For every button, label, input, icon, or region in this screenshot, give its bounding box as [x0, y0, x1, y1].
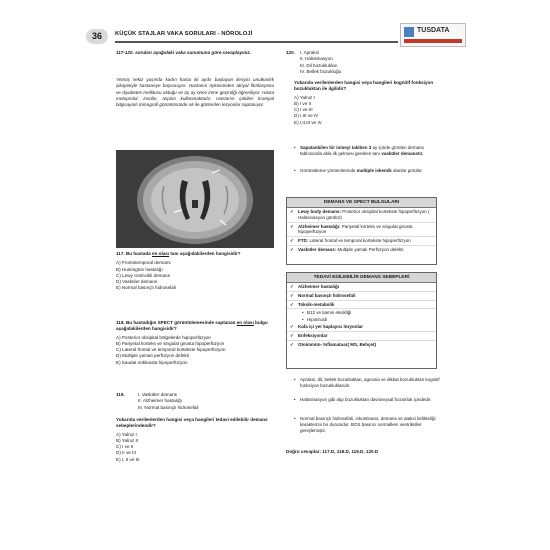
q118-option[interactable]: D) Multiple yamalı perfüzyon defekti [116, 353, 190, 359]
intro-label: 117-120. [116, 50, 134, 55]
note-item: • Görüntüleme yöntemlerinde multiple iskemik alanlar görülür. [294, 168, 423, 173]
note-item: • Apraksi, dil, bellek bozukluktan, agnosia ve dikkat bozukluktan kognitif fonksiyon bozukluklarıdır. [294, 377, 440, 388]
q118-option[interactable]: E) Kaudat nükleusta hipoperfüzyon [116, 359, 188, 365]
box-item: ✓ Normal basınçlı hidrosefali [287, 292, 436, 301]
bullet-icon: • [302, 310, 304, 316]
check-icon: ✓ [290, 301, 294, 307]
q120-item: III. Dil bozuklukları [300, 62, 338, 68]
q119-option[interactable]: B) Yalnız II [116, 437, 139, 443]
check-icon: ✓ [290, 246, 294, 252]
logo-bar [404, 39, 462, 43]
q120-item: IV. Bellek bozukluğu [300, 68, 342, 74]
check-icon: ✓ [290, 284, 294, 289]
question-117 [116, 251, 276, 292]
bullet-icon: • [294, 145, 296, 150]
check-icon: ✓ [290, 292, 294, 298]
box-title: TEDAVİ EDİLEBİLİR DEMANS SEBEPLERİ [287, 273, 436, 283]
q118-stem-b: bulgu aşağıdakilerden hangisidir? [116, 320, 268, 332]
q120-item: I. Apraksi [300, 50, 319, 55]
q119-number: 119. [116, 392, 125, 397]
q118-option[interactable]: A) Posterior oksipital bölgelerde hipoperfüzyon [116, 334, 211, 340]
answer-key: Doğru cevaplar: 117.D, 118.D, 119.D, 120.D [286, 449, 379, 454]
q120-option[interactable]: A) Yalnız I [294, 94, 315, 100]
check-icon: ✓ [290, 341, 294, 347]
q118-stem-a: Bu hastadığın SPECT görüntülemesinde saptanan [125, 320, 236, 325]
note-item: • Sapatanbilen bir inmeyi takiben 3 ay içinde görülen demans tablosunda akla ilk gelmesi gereken tanı vasküler demanstır. [294, 145, 424, 156]
treatable-dementia-box [286, 272, 437, 369]
bullet-icon: • [294, 416, 296, 421]
check-icon: ✓ [290, 223, 294, 229]
check-icon: ✓ [290, 209, 294, 214]
logo-mark-icon [404, 27, 414, 37]
logo-text: TUSDATA [417, 27, 450, 34]
check-icon: ✓ [290, 324, 294, 330]
q120-option[interactable]: E) I,II,III ve IV [294, 119, 322, 125]
box-item: ✓ Toksik-metabolik [287, 301, 436, 310]
q119-option[interactable]: A) Yalnız I [116, 431, 137, 437]
q117-option[interactable]: D) Vasküler demans [116, 279, 158, 285]
q117-option[interactable]: C) Lewy cisimcikli demans [116, 272, 170, 278]
question-118 [116, 320, 276, 366]
note-item: • Halüsinasyon gibi algı bozukluktan davranışsal bozukluk içindedir. [294, 397, 432, 402]
box-title: DEMANS VE SPECT BULGULARI [287, 198, 436, 208]
check-icon: ✓ [290, 333, 294, 339]
q120-option[interactable]: D) I,III ve IV [294, 113, 319, 119]
q118-number: 118. [116, 320, 125, 325]
bullet-icon: • [294, 397, 296, 402]
brain-scan-image [116, 150, 274, 248]
question-119 [116, 392, 276, 463]
box-item: ✓ FTD: Lateral frontal ve temporal kortekste hipoperfüzyon [287, 237, 436, 246]
q120-item: II. Halüsinasyon [300, 56, 333, 62]
page-header-title: KÜÇÜK STAJLAR VAKA SORULARI - NÖROLOJİ [115, 31, 253, 37]
page-number: 36 [86, 29, 108, 44]
q117-stem-u: en olası [152, 251, 170, 256]
publisher-logo [400, 23, 466, 47]
box-item: ✓ Enfeksiyonlar [287, 332, 436, 341]
q119-option[interactable]: E) I, II ve III [116, 456, 140, 462]
box-item: ✓ Vasküler demans: Multiple yamalı Perfüzyon defekti [290, 246, 404, 252]
note-item: • Normal basınçlı hidrosefali, inkontinans, demans ve ataksi birlikteliği karakterize bir durumdur. BOS basıncı normalken ventriküller genişlemiştir. [294, 416, 436, 433]
bullet-icon: • [302, 317, 304, 323]
q120-number: 120. [286, 50, 295, 55]
q117-stem-a: Bu hastada [125, 251, 151, 256]
q117-stem-b: tanı aşağıdakilerden hangisidir? [170, 251, 241, 256]
q119-option[interactable]: D) II ve III [116, 450, 136, 456]
spect-findings-box [286, 197, 437, 265]
box-item: ✓ Otoimmün- İnflamatuar( MS, Behçet) [290, 341, 377, 347]
q118-option[interactable]: B) Pariyetal korteks ve singulat girusta hipoperfüzyon [116, 340, 225, 346]
box-item: ✓ Alzheimer hastalığı: Pariyetal korteks ve singulat girusta hipoperfüzyon [287, 223, 436, 238]
check-icon: ✓ [290, 238, 294, 244]
box-item: ✓ Lewy body demans: Posterior oksipital kortekste hipoperfüzyon ( Halüsinasyon görülür) [287, 208, 436, 223]
box-subitem: • B12 ve tiamin eksikliği [302, 310, 352, 316]
question-120 [286, 50, 446, 126]
box-item: ✓ Alzheimer hastalığı [287, 283, 436, 292]
bullet-icon: • [294, 168, 296, 173]
q118-option[interactable]: C) Lateral frontal ve temporal kortekste hipoperfüzyon [116, 347, 226, 353]
q120-option[interactable]: C) I ve III [294, 107, 313, 113]
q117-option[interactable]: B) Huntington hastalığı [116, 266, 163, 272]
q119-item: I. Vasküler demans [138, 392, 177, 397]
intro-text: soruları aşağıdaki vaka sunumuna göre cevaplayınız. [135, 50, 251, 55]
case-intro [116, 50, 274, 56]
q120-stem: Yukarıda verilenlerden hangisi veya hangileri kognitif fonksiyon bozukluktan ile ilgilidir? [294, 80, 434, 92]
bullet-icon: • [294, 377, 296, 382]
q119-item: II. Alzheimer hastalığı [138, 398, 182, 404]
q119-item: III. Normal basınçlı hidrosefali [138, 404, 199, 410]
box-subitem: • Hipotiroidi [302, 317, 328, 323]
q117-option[interactable]: E) Normal basınçlı hidrosefali [116, 285, 176, 291]
q118-stem-u: en olası [236, 320, 254, 325]
q117-number: 117. [116, 251, 125, 256]
header-rule [115, 41, 398, 43]
box-item: ✓ Kafa içi yer kaplayıcı lezyonlar [287, 323, 436, 332]
q120-option[interactable]: B) I ve II [294, 100, 312, 106]
q117-option[interactable]: A) Frontotemporal demans [116, 260, 171, 266]
q119-stem: Yukarıda verilenlerden hangisi veya hangileri tedavi edilebilir demans sebeplerindendir? [116, 417, 268, 429]
case-text: Yetmiş sekiz yaşında kadın hasta iki aydır başlayan ileriyici unutkanlık şikayetiyle hastaneye başvuruyor. Hastanın öyküsünden atriyal fibrilasyonu ve diyabetes mellitusu olduğu ve üç ay önce inme geçirdiği öğreniliyor. Hasta metoprolol, insülin, aspirin kullanmaktadır. Hastanın çekilen kraniyal bilgisayarlı tomografi görüntüsünde ok ile gösterilen lezyonlar saptanıyor. [116, 77, 274, 108]
q119-option[interactable]: C) I ve II [116, 444, 134, 450]
